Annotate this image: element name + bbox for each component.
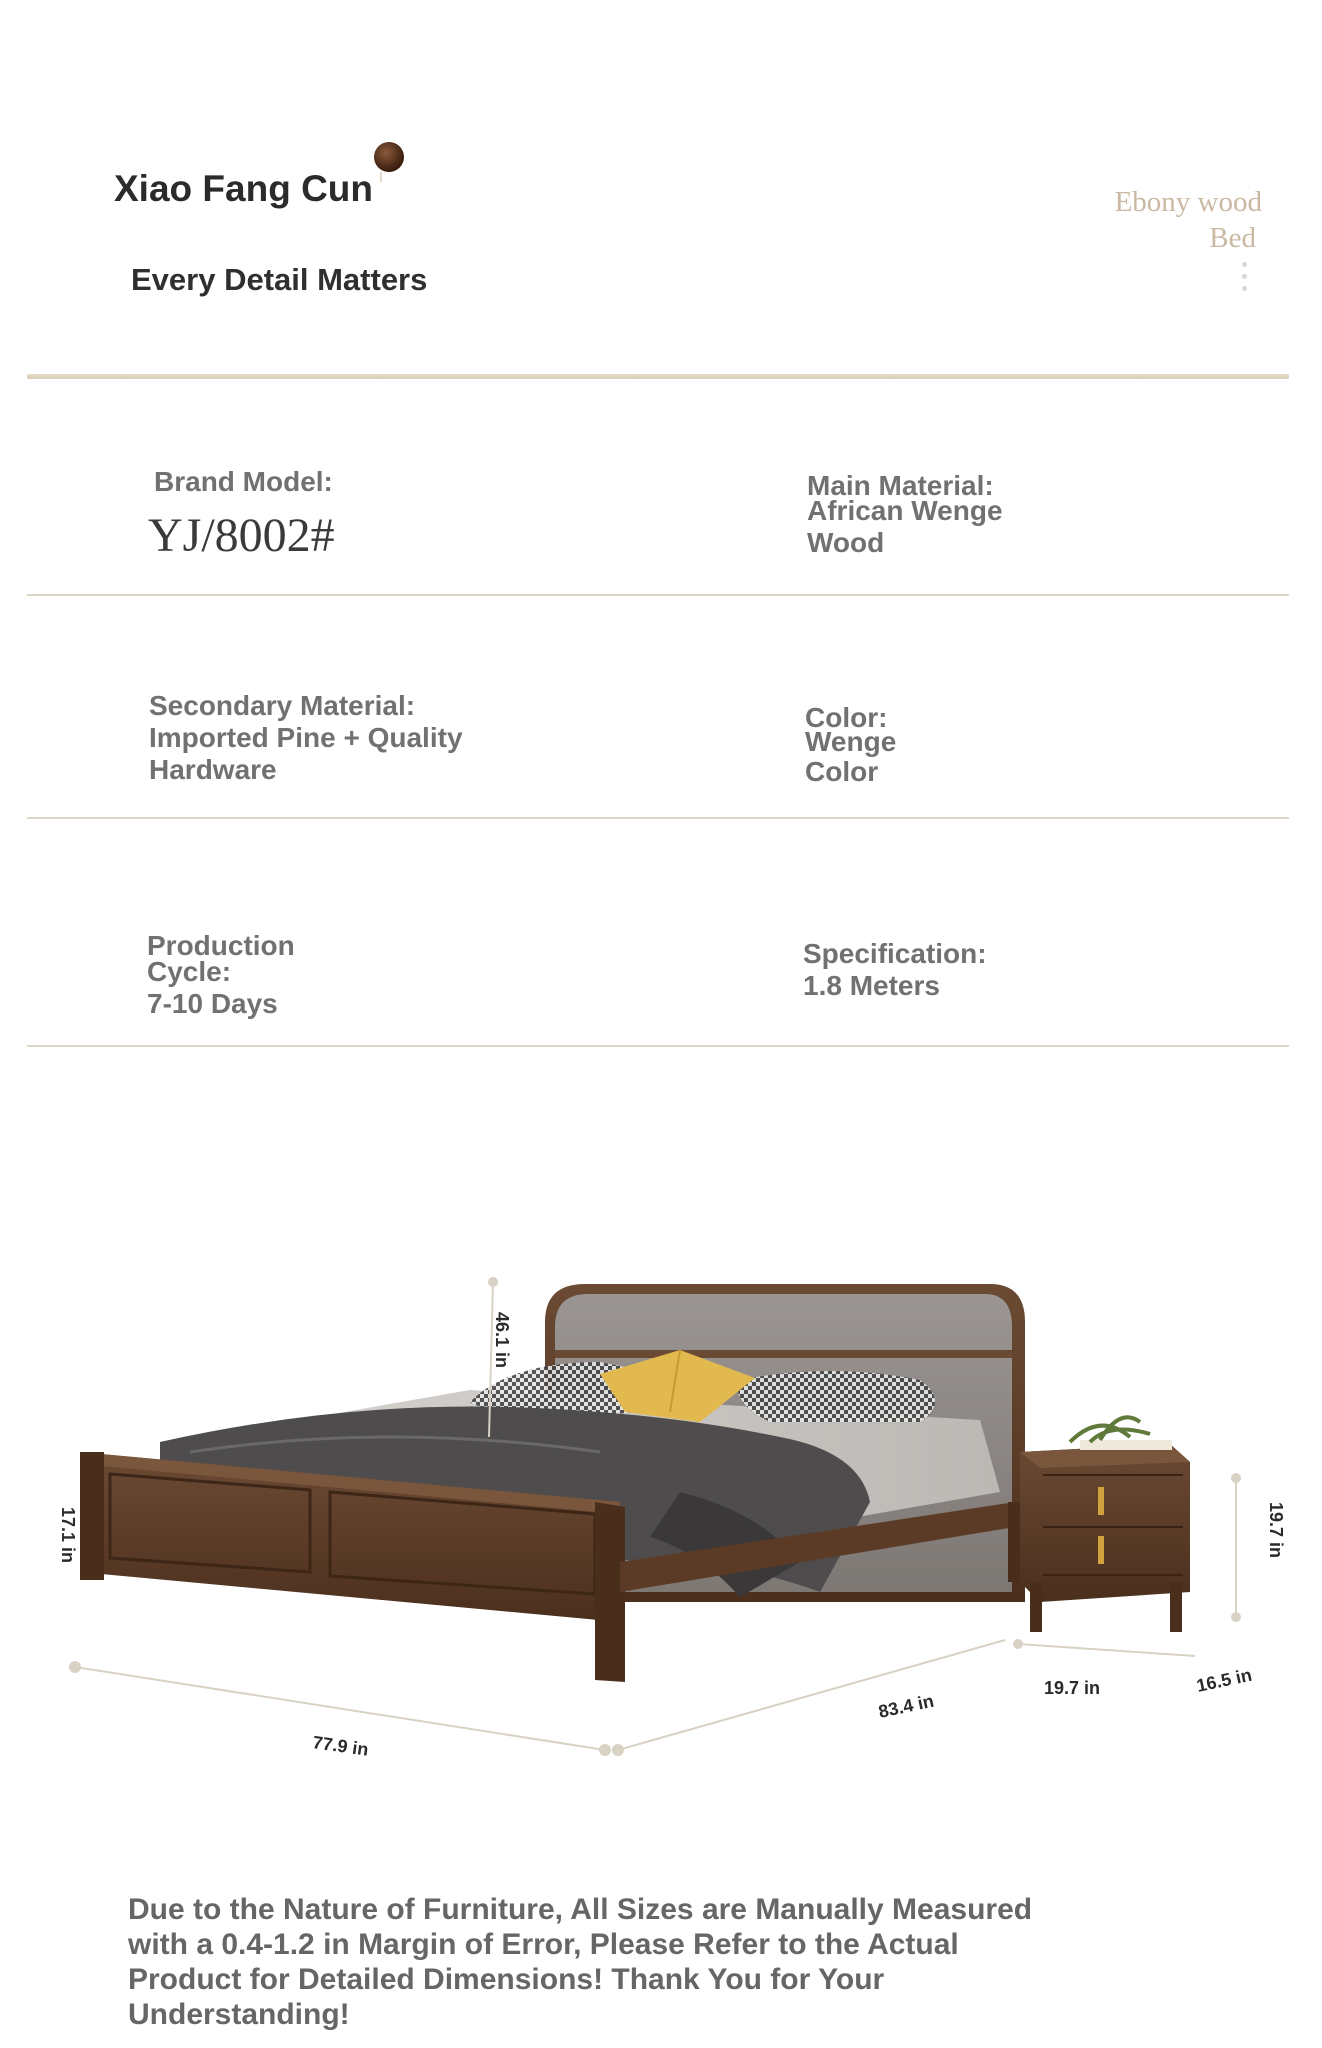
notice-line-4: Understanding!	[128, 1998, 350, 2031]
spec-divider-1	[27, 594, 1289, 596]
spec-divider-3	[27, 1045, 1289, 1047]
nightstand-height-label: 19.7 in	[1266, 1502, 1286, 1559]
color-value-line1: Wenge	[805, 726, 897, 757]
measurement-notice	[128, 1892, 1128, 2032]
secondary-material-value-line2: Hardware	[149, 754, 277, 785]
secondary-material-value-line1: Imported Pine + Quality	[149, 722, 463, 753]
spec-divider-2	[27, 817, 1289, 819]
bed-length-label: 83.4 in	[876, 1690, 936, 1722]
brand-model-label: Brand Model:	[154, 466, 333, 497]
brand-name: Xiao Fang Cun	[114, 168, 373, 209]
main-material-label: Main Material:	[807, 470, 994, 501]
production-cycle-label-line2: Cycle:	[147, 956, 232, 987]
notice-line-2: with a 0.4-1.2 in Margin of Error, Please Refer to the Actual	[128, 1928, 959, 1961]
secondary-material-label: Secondary Material:	[149, 690, 416, 721]
bed-width-label: 77.9 in	[311, 1732, 370, 1760]
color-label: Color:	[805, 702, 888, 733]
main-material-value-line1: African Wenge	[807, 495, 1003, 526]
header-divider	[27, 374, 1289, 379]
nightstand-width-label: 19.7 in	[1044, 1678, 1101, 1698]
headboard-height-label: 46.1 in	[492, 1312, 512, 1369]
product-title-line1: Ebony wood	[1114, 186, 1262, 218]
product-title-line2: Bed	[1209, 222, 1256, 254]
notice-line-3: Product for Detailed Dimensions! Thank You for Your	[128, 1963, 885, 1996]
color-value-line2: Color	[805, 756, 879, 787]
production-cycle-value: 7-10 Days	[147, 988, 278, 1019]
bed-product-illustration	[40, 1262, 1300, 1802]
footboard-height-label: 17.1 in	[58, 1507, 78, 1564]
vertical-dots-icon	[1242, 262, 1248, 298]
nightstand-depth-label: 16.5 in	[1194, 1664, 1254, 1696]
main-material-value-line2: Wood	[807, 527, 885, 558]
notice-line-1: Due to the Nature of Furniture, All Sizes are Manually Measured	[128, 1893, 1033, 1926]
brand-model-value: YJ/8002#	[148, 509, 335, 562]
tagline: Every Detail Matters	[131, 262, 428, 297]
specification-label: Specification:	[803, 938, 987, 969]
production-cycle-label-line1: Production	[147, 930, 295, 961]
brand-logo-dot-icon	[374, 142, 404, 172]
specification-value: 1.8 Meters	[803, 970, 940, 1001]
